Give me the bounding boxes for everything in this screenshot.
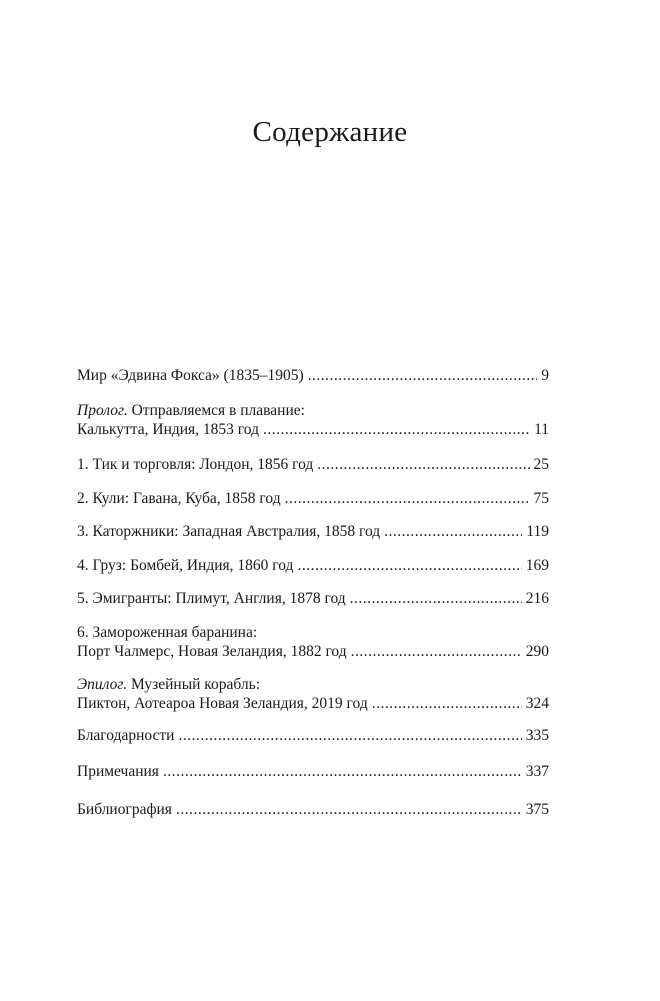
toc-entry[interactable] [77,623,549,661]
toc-entry-line [77,522,549,541]
toc-entry-line [77,455,549,474]
toc-entry-line [77,726,549,745]
toc-page-number: 337 [525,763,549,780]
toc-entry-title: 2. Кули: Гавана, Куба, 1858 год [77,490,281,507]
toc-entry-line [77,762,549,781]
dot-leader [317,455,529,474]
toc-entry[interactable] [77,556,549,575]
toc-entry-line [77,489,549,508]
toc-entry-title: Мир «Эдвина Фокса» (1835–1905) [77,367,304,384]
toc-entry[interactable] [77,522,549,541]
toc-entry-line [77,800,549,819]
toc-page-number: 335 [525,727,549,744]
dot-leader [176,800,522,819]
dot-leader [372,694,522,713]
dot-leader [350,589,522,608]
toc-entry-subtitle: Отправляемся в плавание: [127,402,305,419]
toc-entry-title: Калькутта, Индия, 1853 год [77,421,259,438]
toc-entry-title: Примечания [77,763,159,780]
toc-page-number: 375 [525,801,549,818]
toc-entry-title: 1. Тик и торговля: Лондон, 1856 год [77,456,314,473]
dot-leader [263,420,530,439]
toc-entry-line [77,556,549,575]
toc-entry-line [77,589,549,608]
dot-leader [384,522,522,541]
toc-entry-line [77,366,549,385]
dot-leader [308,366,538,385]
toc-entry-title: Благодарности [77,727,175,744]
toc-entry[interactable] [77,401,549,439]
toc-entry[interactable] [77,726,549,745]
dot-leader [163,762,522,781]
toc-entry[interactable] [77,589,549,608]
toc-entry[interactable] [77,800,549,819]
toc-page-number: 169 [525,557,549,574]
toc-entry[interactable] [77,366,549,385]
toc-entry-title: 5. Эмигранты: Плимут, Англия, 1878 год [77,590,346,607]
toc-entry[interactable] [77,455,549,474]
toc-page-number: 119 [526,523,549,540]
toc-page-number: 290 [525,643,549,660]
toc-page-number: 25 [533,456,549,473]
toc-entry-line [77,694,549,713]
toc-entry-first-line [77,401,549,420]
toc-entry-title: Порт Чалмерс, Новая Зеландия, 1882 год [77,643,347,660]
toc-entry[interactable] [77,762,549,781]
toc-page-number: 324 [525,695,549,712]
toc-entry-title: Библиография [77,801,172,818]
toc-entry[interactable] [77,675,549,713]
dot-leader [297,556,521,575]
toc-entry-prefix: Пролог. [77,402,128,419]
toc-page-number: 216 [525,590,549,607]
toc-page-number: 9 [541,367,549,384]
toc-entry-title: Пиктон, Аотеароа Новая Зеландия, 2019 год [77,695,368,712]
toc-entry-line [77,420,549,439]
toc-page-number: 11 [534,421,549,438]
toc-entry[interactable] [77,489,549,508]
toc-entry-line [77,642,549,661]
toc-entry-first-line [77,675,549,694]
toc-entry-title: 4. Груз: Бомбей, Индия, 1860 год [77,557,294,574]
toc-entry-subtitle: Музейный корабль: [127,676,261,693]
dot-leader [285,489,530,508]
toc-page-number: 75 [533,490,549,507]
dot-leader [178,726,521,745]
toc-entry-first-line: 6. Замороженная баранина: [77,624,258,641]
dot-leader [351,642,522,661]
toc-entry-prefix: Эпилог. [77,676,128,693]
page-title: Содержание [252,116,408,148]
toc-entry-title: 3. Каторжники: Западная Австралия, 1858 год [77,523,381,540]
